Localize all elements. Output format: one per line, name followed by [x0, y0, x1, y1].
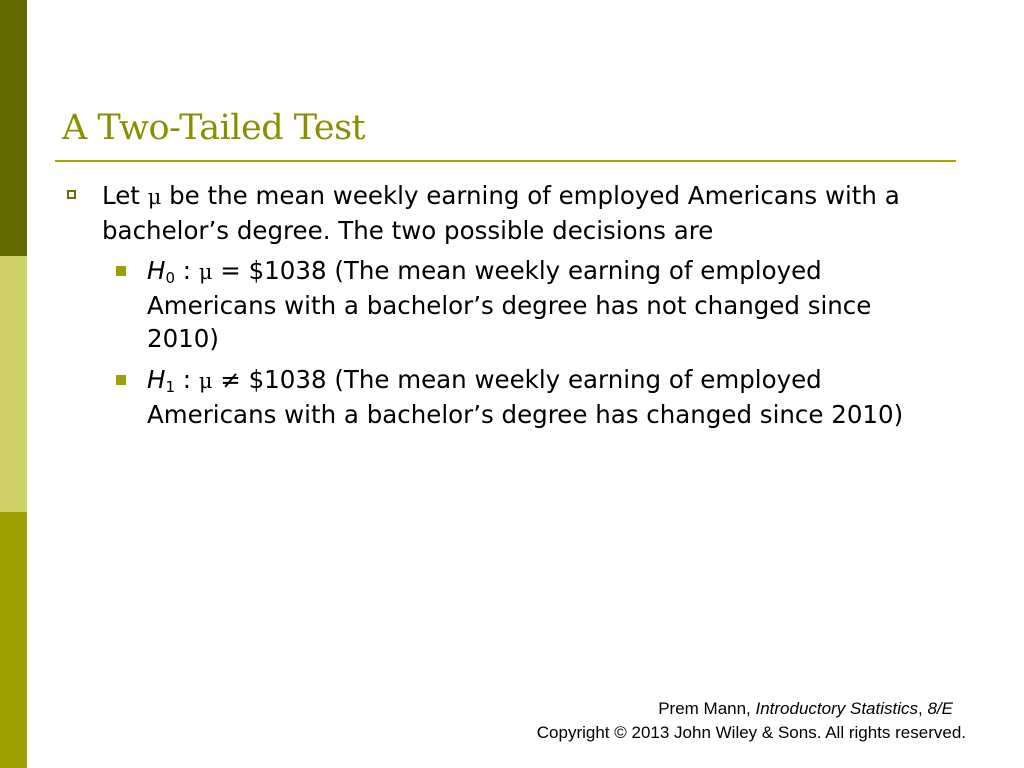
left-band-bottom — [0, 512, 27, 768]
mu-symbol: μ — [147, 185, 162, 209]
footer-copyright: Copyright © 2013 John Wiley & Sons. All rights reserved. — [536, 723, 966, 742]
footer-citation — [537, 697, 966, 721]
hypothesis-subscript: 1 — [165, 378, 175, 396]
left-band-top — [0, 0, 27, 256]
left-band-middle — [0, 256, 27, 512]
null-hypothesis-bullet — [116, 254, 946, 355]
null-hypothesis-text — [147, 254, 946, 355]
alternative-hypothesis-text — [147, 363, 946, 431]
footer-edition: 8/E — [927, 699, 953, 718]
filled-square-bullet-icon — [116, 375, 126, 385]
hypothesis-colon: : — [174, 365, 199, 394]
main-bullet — [64, 179, 934, 248]
mu-symbol: μ — [198, 369, 213, 393]
alternative-hypothesis-bullet — [116, 363, 946, 431]
footer-book-title: Introductory Statistics — [755, 699, 919, 718]
hypothesis-variable: H — [147, 256, 166, 285]
hollow-square-bullet-icon — [67, 190, 76, 199]
slide-title: A Two-Tailed Test — [62, 108, 366, 148]
title-divider — [55, 160, 956, 162]
null-hypothesis-statement: = $1038 (The mean weekly earning of employed Americans with a bachelor’s degree has not changed since 2010) — [147, 256, 872, 353]
main-bullet-rest: be the mean weekly earning of employed Americans with a bachelor’s degree. The two possible decisions are — [102, 181, 900, 245]
filled-square-bullet-icon — [116, 266, 126, 276]
footer-separator: , — [918, 699, 928, 718]
alternative-hypothesis-statement: ≠ $1038 (The mean weekly earning of employed Americans with a bachelor’s degree has changed since 2010) — [147, 365, 904, 429]
slide-footer — [537, 697, 966, 745]
footer-author: Prem Mann, — [658, 699, 756, 718]
hypothesis-subscript: 0 — [165, 269, 175, 287]
mu-symbol: μ — [198, 260, 213, 284]
hypothesis-colon: : — [174, 256, 199, 285]
hypothesis-variable: H — [147, 365, 166, 394]
main-bullet-text — [102, 179, 934, 248]
let-text: Let — [102, 181, 148, 210]
